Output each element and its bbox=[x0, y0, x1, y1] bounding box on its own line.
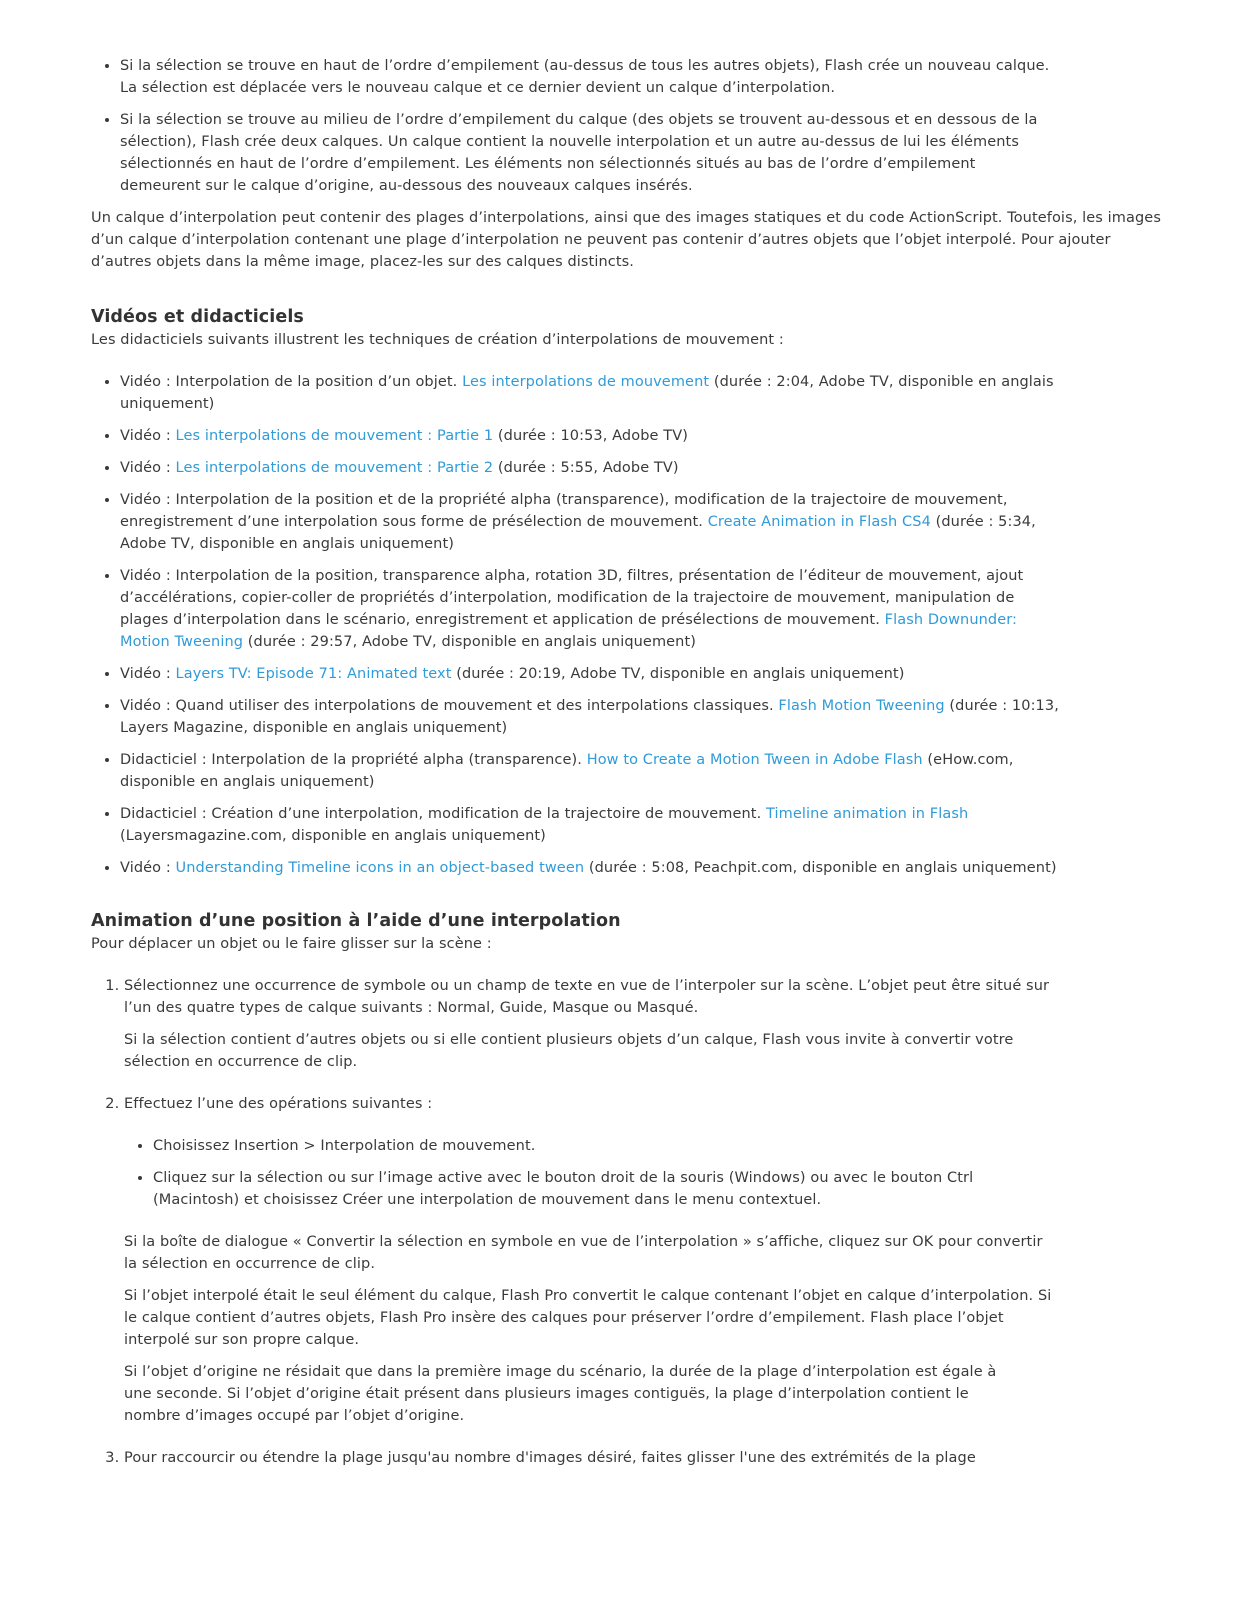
video-item-details: (eHow.com, disponible en anglais uniquement) bbox=[120, 752, 1014, 790]
tutorial-link[interactable]: Timeline animation in Flash bbox=[766, 806, 969, 822]
videos-intro: Les didacticiels suivants illustrent les techniques de création d’interpolations de mouvement : bbox=[91, 332, 784, 348]
video-link[interactable]: Les interpolations de mouvement : Partie 2 bbox=[175, 460, 494, 476]
document-content bbox=[91, 55, 1161, 1481]
step-item bbox=[124, 975, 1161, 1073]
animation-heading: Animation d’une position à l’aide d’une interpolation bbox=[91, 911, 621, 931]
video-item-details: (durée : 5:55, Adobe TV) bbox=[493, 460, 679, 476]
video-item bbox=[120, 489, 1060, 555]
video-item bbox=[120, 857, 1060, 879]
list-item: • Si la sélection se trouve en haut de l’ordre d’empilement (au-dessus de tous les autres objets), Flash crée un nouveau calque. La sélection est déplacée vers le nouveau calque et ce dernier devient un calque d’interpolation. bbox=[120, 55, 1060, 99]
list-item: • Choisissez Insertion > Interpolation de mouvement. bbox=[153, 1135, 988, 1157]
animation-intro: Pour déplacer un objet ou le faire glisser sur la scène : bbox=[91, 936, 492, 952]
video-item bbox=[120, 565, 1060, 653]
animation-steps bbox=[91, 975, 1161, 1469]
step-item bbox=[124, 1093, 1161, 1427]
list-item: • Si la sélection se trouve au milieu de l’ordre d’empilement du calque (des objets se trouvent au-dessous et en dessous de la sélection), Flash crée deux calques. Un calque contient la nouvelle interpolation et un autre au-dessus de lui les éléments sélectionnés en haut de l’ordre d’empilement. Les éléments non sélectionnés situés au bas de l’ordre d’empilement demeurent sur le calque d’origine, au-dessous des nouveaux calques insérés. bbox=[120, 109, 1060, 197]
video-item bbox=[120, 663, 1060, 685]
layer-stacking-bullets bbox=[91, 55, 1060, 197]
video-item bbox=[120, 457, 1060, 479]
video-item-details: (durée : 10:53, Adobe TV) bbox=[493, 428, 688, 444]
video-item-text: Vidéo : Interpolation de la position d’un objet. bbox=[120, 374, 463, 390]
video-item-text: Vidéo : bbox=[120, 860, 176, 876]
list-item: • Cliquez sur la sélection ou sur l’image active avec le bouton droit de la souris (Windows) ou avec le bouton Ctrl (Macintosh) et choisissez Créer une interpolation de mouvement dans le menu contextuel. bbox=[153, 1167, 988, 1211]
video-link[interactable]: Layers TV: Episode 71: Animated text bbox=[175, 666, 452, 682]
step-note: Si la sélection contient d’autres objets ou si elle contient plusieurs objets d’un calque, Flash vous invite à convertir votre sélection en occurrence de clip. bbox=[124, 1032, 1014, 1070]
tutorial-link[interactable]: How to Create a Motion Tween in Adobe Flash bbox=[586, 752, 923, 768]
video-item-text: Didacticiel : Création d’une interpolation, modification de la trajectoire de mouvement. bbox=[120, 806, 767, 822]
step-note: Si la boîte de dialogue « Convertir la sélection en symbole en vue de l’interpolation » s’affiche, cliquez sur OK pour convertir la sélection en occurrence de clip. bbox=[124, 1234, 1043, 1272]
step-text: 3. Pour raccourcir ou étendre la plage jusqu'au nombre d'images désiré, faites glisser l'une des extrémités de la plage bbox=[124, 1450, 976, 1466]
video-item-text: Vidéo : Interpolation de la position et de la propriété alpha (transparence), modification de la trajectoire de mouvement, enregistrement d’une interpolation sous forme de présélection de mouvement. bbox=[120, 492, 1008, 530]
step-options bbox=[124, 1135, 988, 1211]
tween-layer-paragraph: Un calque d’interpolation peut contenir des plages d’interpolations, ainsi que des images statiques et du code ActionScript. Toutefois, les images d’un calque d’interpolation contenant une plage d’interpolation ne peuvent pas contenir d’autres objets que l’objet interpolé. Pour ajouter d’autres objets dans la même image, placez-les sur des calques distincts. bbox=[91, 210, 1161, 270]
video-item-details: (durée : 5:34, Adobe TV, disponible en anglais uniquement) bbox=[120, 514, 1036, 552]
step-text: 2. Effectuez l’une des opérations suivantes : bbox=[124, 1096, 433, 1112]
video-item-text: Vidéo : bbox=[120, 666, 176, 682]
video-link[interactable]: Flash Downunder: Motion Tweening bbox=[120, 612, 1018, 650]
video-item-details: (durée : 20:19, Adobe TV, disponible en anglais uniquement) bbox=[451, 666, 905, 682]
video-link[interactable]: Create Animation in Flash CS4 bbox=[707, 514, 931, 530]
tutorial-item bbox=[120, 749, 1060, 793]
step-text: 1. Sélectionnez une occurrence de symbole ou un champ de texte en vue de l’interpoler sur la scène. L’objet peut être situé sur l’un des quatre types de calque suivants : Normal, Guide, Masque ou Masqué. bbox=[124, 978, 1050, 1016]
video-item-details: (Layersmagazine.com, disponible en anglais uniquement) bbox=[120, 828, 546, 844]
video-item-details: (durée : 29:57, Adobe TV, disponible en anglais uniquement) bbox=[243, 634, 697, 650]
videos-list bbox=[91, 371, 1060, 879]
video-item-details: (durée : 10:13, Layers Magazine, disponible en anglais uniquement) bbox=[120, 698, 1059, 736]
video-link[interactable]: Flash Motion Tweening bbox=[778, 698, 945, 714]
video-item-text: Vidéo : Quand utiliser des interpolations de mouvement et des interpolations classiques. bbox=[120, 698, 779, 714]
video-item bbox=[120, 425, 1060, 447]
tutorial-item bbox=[120, 803, 1060, 847]
video-link[interactable]: Les interpolations de mouvement bbox=[462, 374, 710, 390]
video-item-details: (durée : 5:08, Peachpit.com, disponible en anglais uniquement) bbox=[584, 860, 1057, 876]
video-item-text: Vidéo : Interpolation de la position, transparence alpha, rotation 3D, filtres, présentation de l’éditeur de mouvement, ajout d’accélérations, copier-coller de propriétés d’interpolation, modification de la trajectoire de mouvement, manipulation de plages d’interpolation dans le scénario, enregistrement et application de présélections de mouvement. bbox=[120, 568, 1024, 628]
video-item-details: (durée : 2:04, Adobe TV, disponible en anglais uniquement) bbox=[120, 374, 1054, 412]
step-item bbox=[124, 1447, 1161, 1469]
videos-heading: Vidéos et didacticiels bbox=[91, 307, 304, 327]
video-item bbox=[120, 695, 1060, 739]
step-note: Si l’objet interpolé était le seul élément du calque, Flash Pro convertit le calque contenant l’objet en calque d’interpolation. Si le calque contient d’autres objets, Flash Pro insère des calques pour préserver l’ordre d’empilement. Flash place l’objet interpolé sur son propre calque. bbox=[124, 1288, 1052, 1348]
video-link[interactable]: Les interpolations de mouvement : Partie 1 bbox=[175, 428, 494, 444]
step-note: Si l’objet d’origine ne résidait que dans la première image du scénario, la durée de la plage d’interpolation est égale à une seconde. Si l’objet d’origine était présent dans plusieurs images contiguës, la plage d’interpolation contient le nombre d’images occupé par l’objet d’origine. bbox=[124, 1364, 997, 1424]
video-link[interactable]: Understanding Timeline icons in an object-based tween bbox=[175, 860, 585, 876]
video-item-text: Didacticiel : Interpolation de la propriété alpha (transparence). bbox=[120, 752, 587, 768]
video-item-text: Vidéo : bbox=[120, 428, 176, 444]
video-item-text: Vidéo : bbox=[120, 460, 176, 476]
video-item bbox=[120, 371, 1060, 415]
